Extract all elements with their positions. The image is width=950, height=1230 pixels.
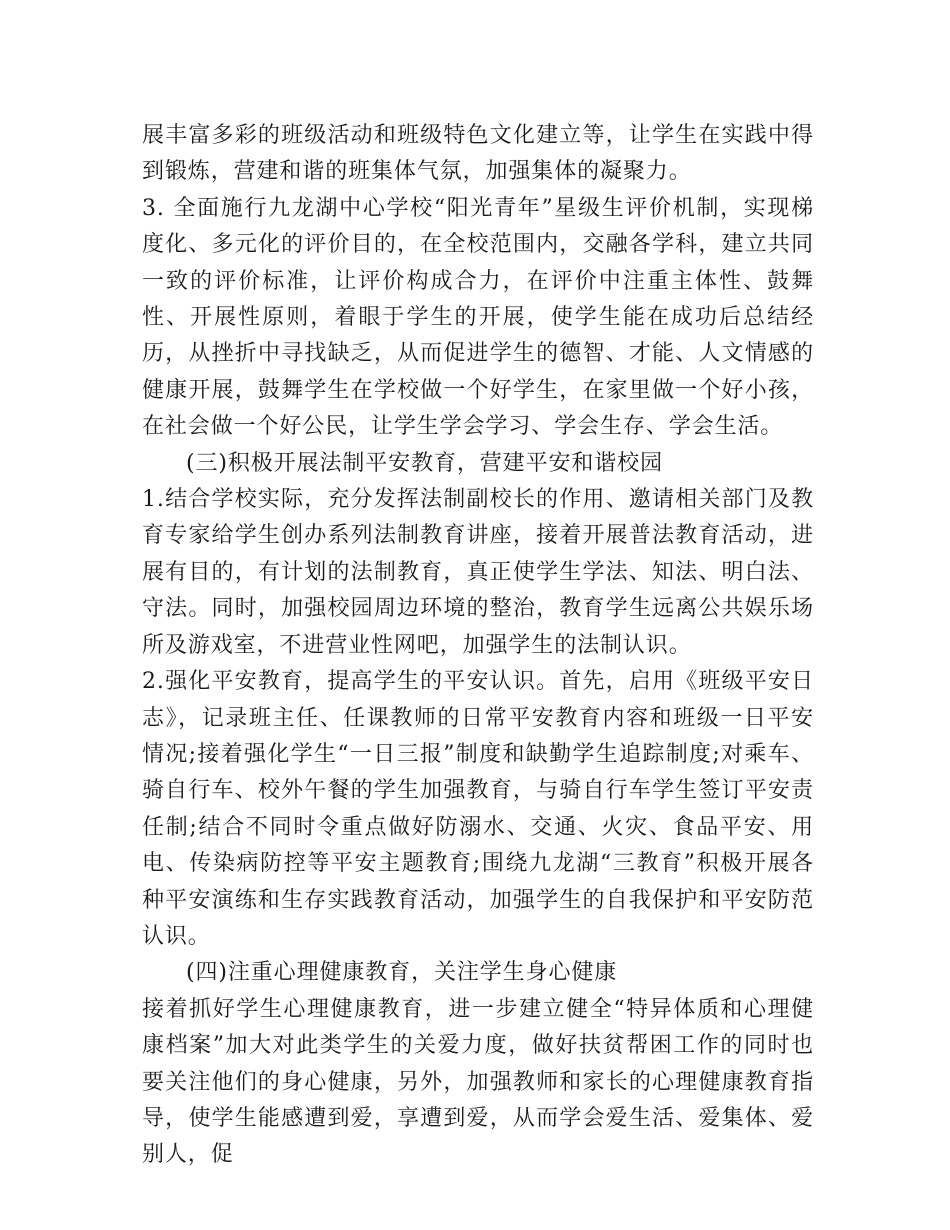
paragraph-mental-health: 接着抓好学生心理健康教育，进一步建立健全“特异体质和心理健康档案”加大对此类学生的关爱力度，做好扶贫帮困工作的同时也要关注他们的身心健康，另外，加强教师和家长的心理健康教育指导，使学生能感遭到爱，享遭到爱，从而学会爱生活、爱集体、爱别人，促 [142, 996, 814, 1168]
paragraph-class-activities: 展丰富多彩的班级活动和班级特色文化建立等，让学生在实践中得到锻炼，营建和谐的班集体气氛，加强集体的凝聚力。 [142, 123, 814, 185]
section-heading-mental-health: (四)注重心理健康教育，关注学生身心健康 [186, 960, 618, 986]
paragraph-legal-education: 1.结合学校实际，充分发挥法制副校长的作用、邀请相关部门及教育专家给学生创办系列法制教育讲座，接着开展普法教育活动，进展有目的，有计划的法制教育，真正使学生学法、知法、明白法、守法。同时，加强校园周边环境的整治，教育学生远离公共娱乐场所及游戏室，不进营业性网吧，加强学生的法制认识。 [142, 487, 814, 658]
paragraph-safety-education: 2.强化平安教育，提高学生的平安认识。首先，启用《班级平安日志》，记录班主任、任课教师的日常平安教育内容和班级一日平安情况;接着强化学生“一日三报”制度和缺勤学生追踪制度;对乘车、骑自行车、校外午餐的学生加强教育，与骑自行车学生签订平安责任制;结合不同时令重点做好防溺水、交通、火灾、食品平安、用电、传染病防控等平安主题教育;围绕九龙湖“三教育”积极开展各种平安演练和生存实践教育活动，加强学生的自我保护和平安防范认识。 [142, 669, 814, 949]
document-page [142, 118, 814, 1174]
section-heading-legal-safety: (三)积极开展法制平安教育，营建平安和谐校园 [186, 450, 663, 476]
paragraph-evaluation-mechanism: 3. 全面施行九龙湖中心学校“阳光青年”星级生评价机制，实现梯度化、多元化的评价目的，在全校范围内，交融各学科，建立共同一致的评价标准，让评价构成合力，在评价中注重主体性、鼓舞性、开展性原则，着眼于学生的开展，使学生能在成功后总结经历，从挫折中寻找缺乏，从而促进学生的德智、才能、人文情感的健康开展，鼓舞学生在学校做一个好学生，在家里做一个好小孩，在社会做一个好公民，让学生学会学习、学会生存、学会生活。 [142, 195, 814, 440]
